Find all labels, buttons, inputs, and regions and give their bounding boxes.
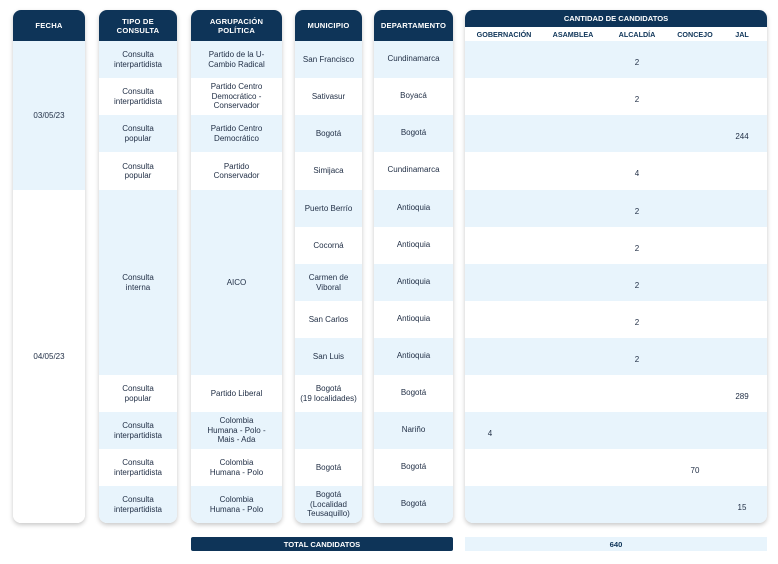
- departamento-cell: Bogotá: [374, 375, 453, 412]
- column-fecha: [13, 10, 85, 523]
- municipio-cell: Puerto Berrío: [295, 190, 362, 227]
- agrupacion-politica-cell: Partido Liberal: [191, 375, 282, 412]
- column-agrupacion-politica: [191, 10, 282, 523]
- header-departamento: DEPARTAMENTO: [374, 10, 453, 41]
- departamento-cell: Bogotá: [374, 486, 453, 523]
- municipio-cell: Cocorná: [295, 227, 362, 264]
- agrupacion-politica-cell: Colombia Humana - Polo: [191, 449, 282, 486]
- cantidad-row: [465, 115, 767, 152]
- header-fecha: FECHA: [13, 10, 85, 41]
- municipio-cell: Carmen de Viboral: [295, 264, 362, 301]
- departamento-cell: Bogotá: [374, 115, 453, 152]
- fecha-cell: 03/05/23: [13, 41, 85, 190]
- municipio-cell: Bogotá: [295, 449, 362, 486]
- tipo-consulta-cell: Consulta interpartidista: [99, 449, 177, 486]
- cantidad-gobernacion-cell: 4: [487, 429, 493, 438]
- cantidad-alcaldia-cell: 2: [634, 58, 640, 67]
- cantidad-alcaldia-cell: 2: [634, 281, 640, 290]
- municipio-cell: Bogotá: [295, 115, 362, 152]
- departamento-cell: Antioquia: [374, 264, 453, 301]
- header-cantidad-title: CANTIDAD DE CANDIDATOS: [465, 10, 767, 27]
- cantidad-row: [465, 412, 767, 449]
- cantidad-alcaldia-cell: 2: [634, 355, 640, 364]
- departamento-cell: Antioquia: [374, 190, 453, 227]
- cantidad-row: [465, 449, 767, 486]
- departamento-cell: Nariño: [374, 412, 453, 449]
- total-candidatos-value: 640: [465, 537, 767, 551]
- tipo-consulta-cell: Consulta popular: [99, 152, 177, 190]
- cantidad-row: [465, 375, 767, 412]
- agrupacion-politica-cell: Partido Centro Democrático - Conservador: [191, 78, 282, 115]
- header-gobernacion: GOBERNACIÓN: [476, 30, 532, 39]
- column-tipo-consulta: [99, 10, 177, 523]
- header-jal: JAL: [735, 30, 749, 39]
- tipo-consulta-cell: Consulta popular: [99, 115, 177, 152]
- municipio-cell: Simijaca: [295, 152, 362, 190]
- agrupacion-politica-cell: Partido de la U- Cambio Radical: [191, 41, 282, 78]
- agrupacion-politica-cell: AICO: [191, 190, 282, 375]
- cantidad-row: [465, 486, 767, 523]
- tipo-consulta-cell: Consulta interpartidista: [99, 78, 177, 115]
- tipo-consulta-cell: Consulta interna: [99, 190, 177, 375]
- column-departamento: [374, 10, 453, 523]
- departamento-cell: Antioquia: [374, 227, 453, 264]
- cantidad-jal-cell: 15: [737, 503, 747, 512]
- column-cantidad-candidatos: [465, 10, 767, 523]
- cantidad-alcaldia-cell: 4: [634, 169, 640, 178]
- header-concejo: CONCEJO: [677, 30, 713, 39]
- agrupacion-politica-cell: Colombia Humana - Polo: [191, 486, 282, 523]
- municipio-cell: San Francisco: [295, 41, 362, 78]
- total-candidatos-label: TOTAL CANDIDATOS: [191, 537, 453, 551]
- departamento-cell: Cundinamarca: [374, 41, 453, 78]
- tipo-consulta-cell: Consulta interpartidista: [99, 412, 177, 449]
- cantidad-jal-cell: 244: [735, 132, 749, 141]
- cantidad-jal-cell: 289: [735, 392, 749, 401]
- header-municipio: MUNICIPIO: [295, 10, 362, 41]
- tipo-consulta-cell: Consulta interpartidista: [99, 486, 177, 523]
- column-municipio: [295, 10, 362, 523]
- departamento-cell: Antioquia: [374, 338, 453, 375]
- cantidad-alcaldia-cell: 2: [634, 207, 640, 216]
- cantidad-alcaldia-cell: 2: [634, 318, 640, 327]
- departamento-cell: Antioquia: [374, 301, 453, 338]
- agrupacion-politica-cell: Colombia Humana - Polo - Mais - Ada: [191, 412, 282, 449]
- header-alcaldia: ALCALDÍA: [618, 30, 656, 39]
- cantidad-concejo-cell: 70: [690, 466, 700, 475]
- municipio-cell: Sativasur: [295, 78, 362, 115]
- fecha-cell: 04/05/23: [13, 190, 85, 523]
- tipo-consulta-cell: Consulta interpartidista: [99, 41, 177, 78]
- agrupacion-politica-cell: Partido Centro Democrático: [191, 115, 282, 152]
- cantidad-alcaldia-cell: 2: [634, 244, 640, 253]
- header-tipo-consulta: TIPO DE CONSULTA: [99, 10, 177, 41]
- tipo-consulta-cell: Consulta popular: [99, 375, 177, 412]
- agrupacion-politica-cell: Partido Conservador: [191, 152, 282, 190]
- cantidad-alcaldia-cell: 2: [634, 95, 640, 104]
- departamento-cell: Boyacá: [374, 78, 453, 115]
- municipio-cell: San Luis: [295, 338, 362, 375]
- municipio-cell: Bogotá (19 localidades): [295, 375, 362, 412]
- header-asamblea: ASAMBLEA: [552, 30, 594, 39]
- municipio-cell: San Carlos: [295, 301, 362, 338]
- header-agrupacion-politica: AGRUPACIÓN POLÍTICA: [191, 10, 282, 41]
- municipio-cell: Bogotá (Localidad Teusaquillo): [295, 486, 362, 523]
- departamento-cell: Cundinamarca: [374, 152, 453, 190]
- municipio-cell: [295, 412, 362, 449]
- departamento-cell: Bogotá: [374, 449, 453, 486]
